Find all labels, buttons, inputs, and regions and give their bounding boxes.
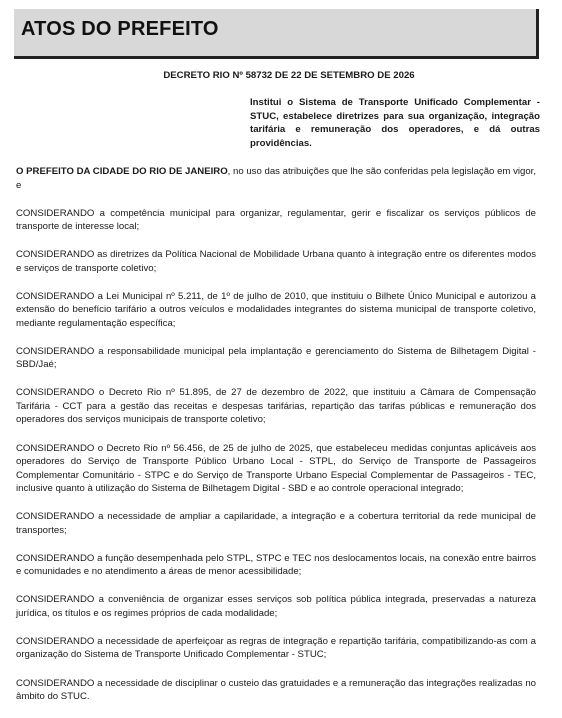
considerando-paragraph: CONSIDERANDO o Decreto Rio nº 51.895, de 27 de dezembro de 2022, que instituiu a Câmara de Compensação Tarifária - CCT para a gestão das receitas e despesas tarifárias, repartição das tarifas públicas e remuneração dos operadores dos serviços municipais de transporte coletivo; — [16, 387, 536, 426]
considerando-paragraph: CONSIDERANDO a função desempenhada pelo STPL, STPC e TEC nos deslocamentos locais, na conexão entre bairros e comunidades e no atendimento a áreas de menor acessibilidade; — [16, 552, 536, 578]
decree-ementa: Institui o Sistema de Transporte Unificado Complementar - STUC, estabelece diretrizes para sua organização, integração tarifária e remuneração dos operadores, e dá outras providências. — [250, 97, 540, 149]
considerando-paragraph: CONSIDERANDO a necessidade de ampliar a capilaridade, a integração e a cobertura territorial da rede municipal de transportes; — [16, 511, 536, 536]
section-header — [14, 9, 539, 59]
section-title: ATOS DO PREFEITO — [21, 18, 219, 40]
decree-title: DECRETO RIO Nº 58732 DE 22 DE SETEMBRO DE 2026 — [163, 70, 415, 81]
considerando-paragraph: CONSIDERANDO a responsabilidade municipal pela implantação e gerenciamento do Sistema de Bilhetagem Digital - SBD/Jaé; — [16, 345, 536, 371]
considerando-paragraph: CONSIDERANDO a necessidade de disciplinar o custeio das gratuidades e a remuneração das integrações realizadas no âmbito do STUC. — [16, 677, 536, 703]
considerando-paragraph: CONSIDERANDO o Decreto Rio nº 56.456, de 25 de julho de 2025, que estabeleceu medidas conjuntas aplicáveis aos operadores do Serviço de Transporte Público Urbano Local - STPL, do Serviço de Transporte de Passageiros Complementar Comunitário - STPC e do Serviço de Transporte Urbano Especial Complementar de Passageiros - TEC, inclusive quanto à utilização do Sistema de Bilhetagem Digital - SBD e ao controle operacional integrado; — [16, 442, 536, 495]
opening-label: O PREFEITO DA CIDADE DO RIO DE JANEIRO — [16, 166, 228, 177]
opening-text: , no uso das atribuições que lhe são conferidas pela legislação em vigor, e — [16, 166, 536, 191]
considerando-paragraph: CONSIDERANDO a Lei Municipal nº 5.211, de 1º de julho de 2010, que instituiu o Bilhete Único Municipal e autorizou a extensão do benefício tarifário a outros veículos e modalidades integrantes do sistema municipal de transporte coletivo, mediante regulamentação específica; — [16, 290, 536, 329]
considerando-paragraph: CONSIDERANDO a necessidade de aperfeiçoar as regras de integração e repartição tarifária, compatibilizando-as com a organização do Sistema de Transporte Unificado Complementar - STUC; — [16, 635, 536, 661]
decree-body — [16, 165, 536, 718]
considerando-paragraph: CONSIDERANDO a conveniência de organizar esses serviços sob política pública integrada, preservadas a natureza jurídica, os títulos e os regimes próprios de cada modalidade; — [16, 594, 536, 619]
considerando-paragraph: CONSIDERANDO a competência municipal para organizar, regulamentar, gerir e fiscalizar os serviços públicos de transporte de interesse local; — [16, 207, 536, 233]
opening-paragraph — [16, 165, 536, 192]
considerando-paragraph: CONSIDERANDO as diretrizes da Política Nacional de Mobilidade Urbana quanto à integração entre os diferentes modos e serviços de transporte coletivo; — [16, 249, 536, 274]
